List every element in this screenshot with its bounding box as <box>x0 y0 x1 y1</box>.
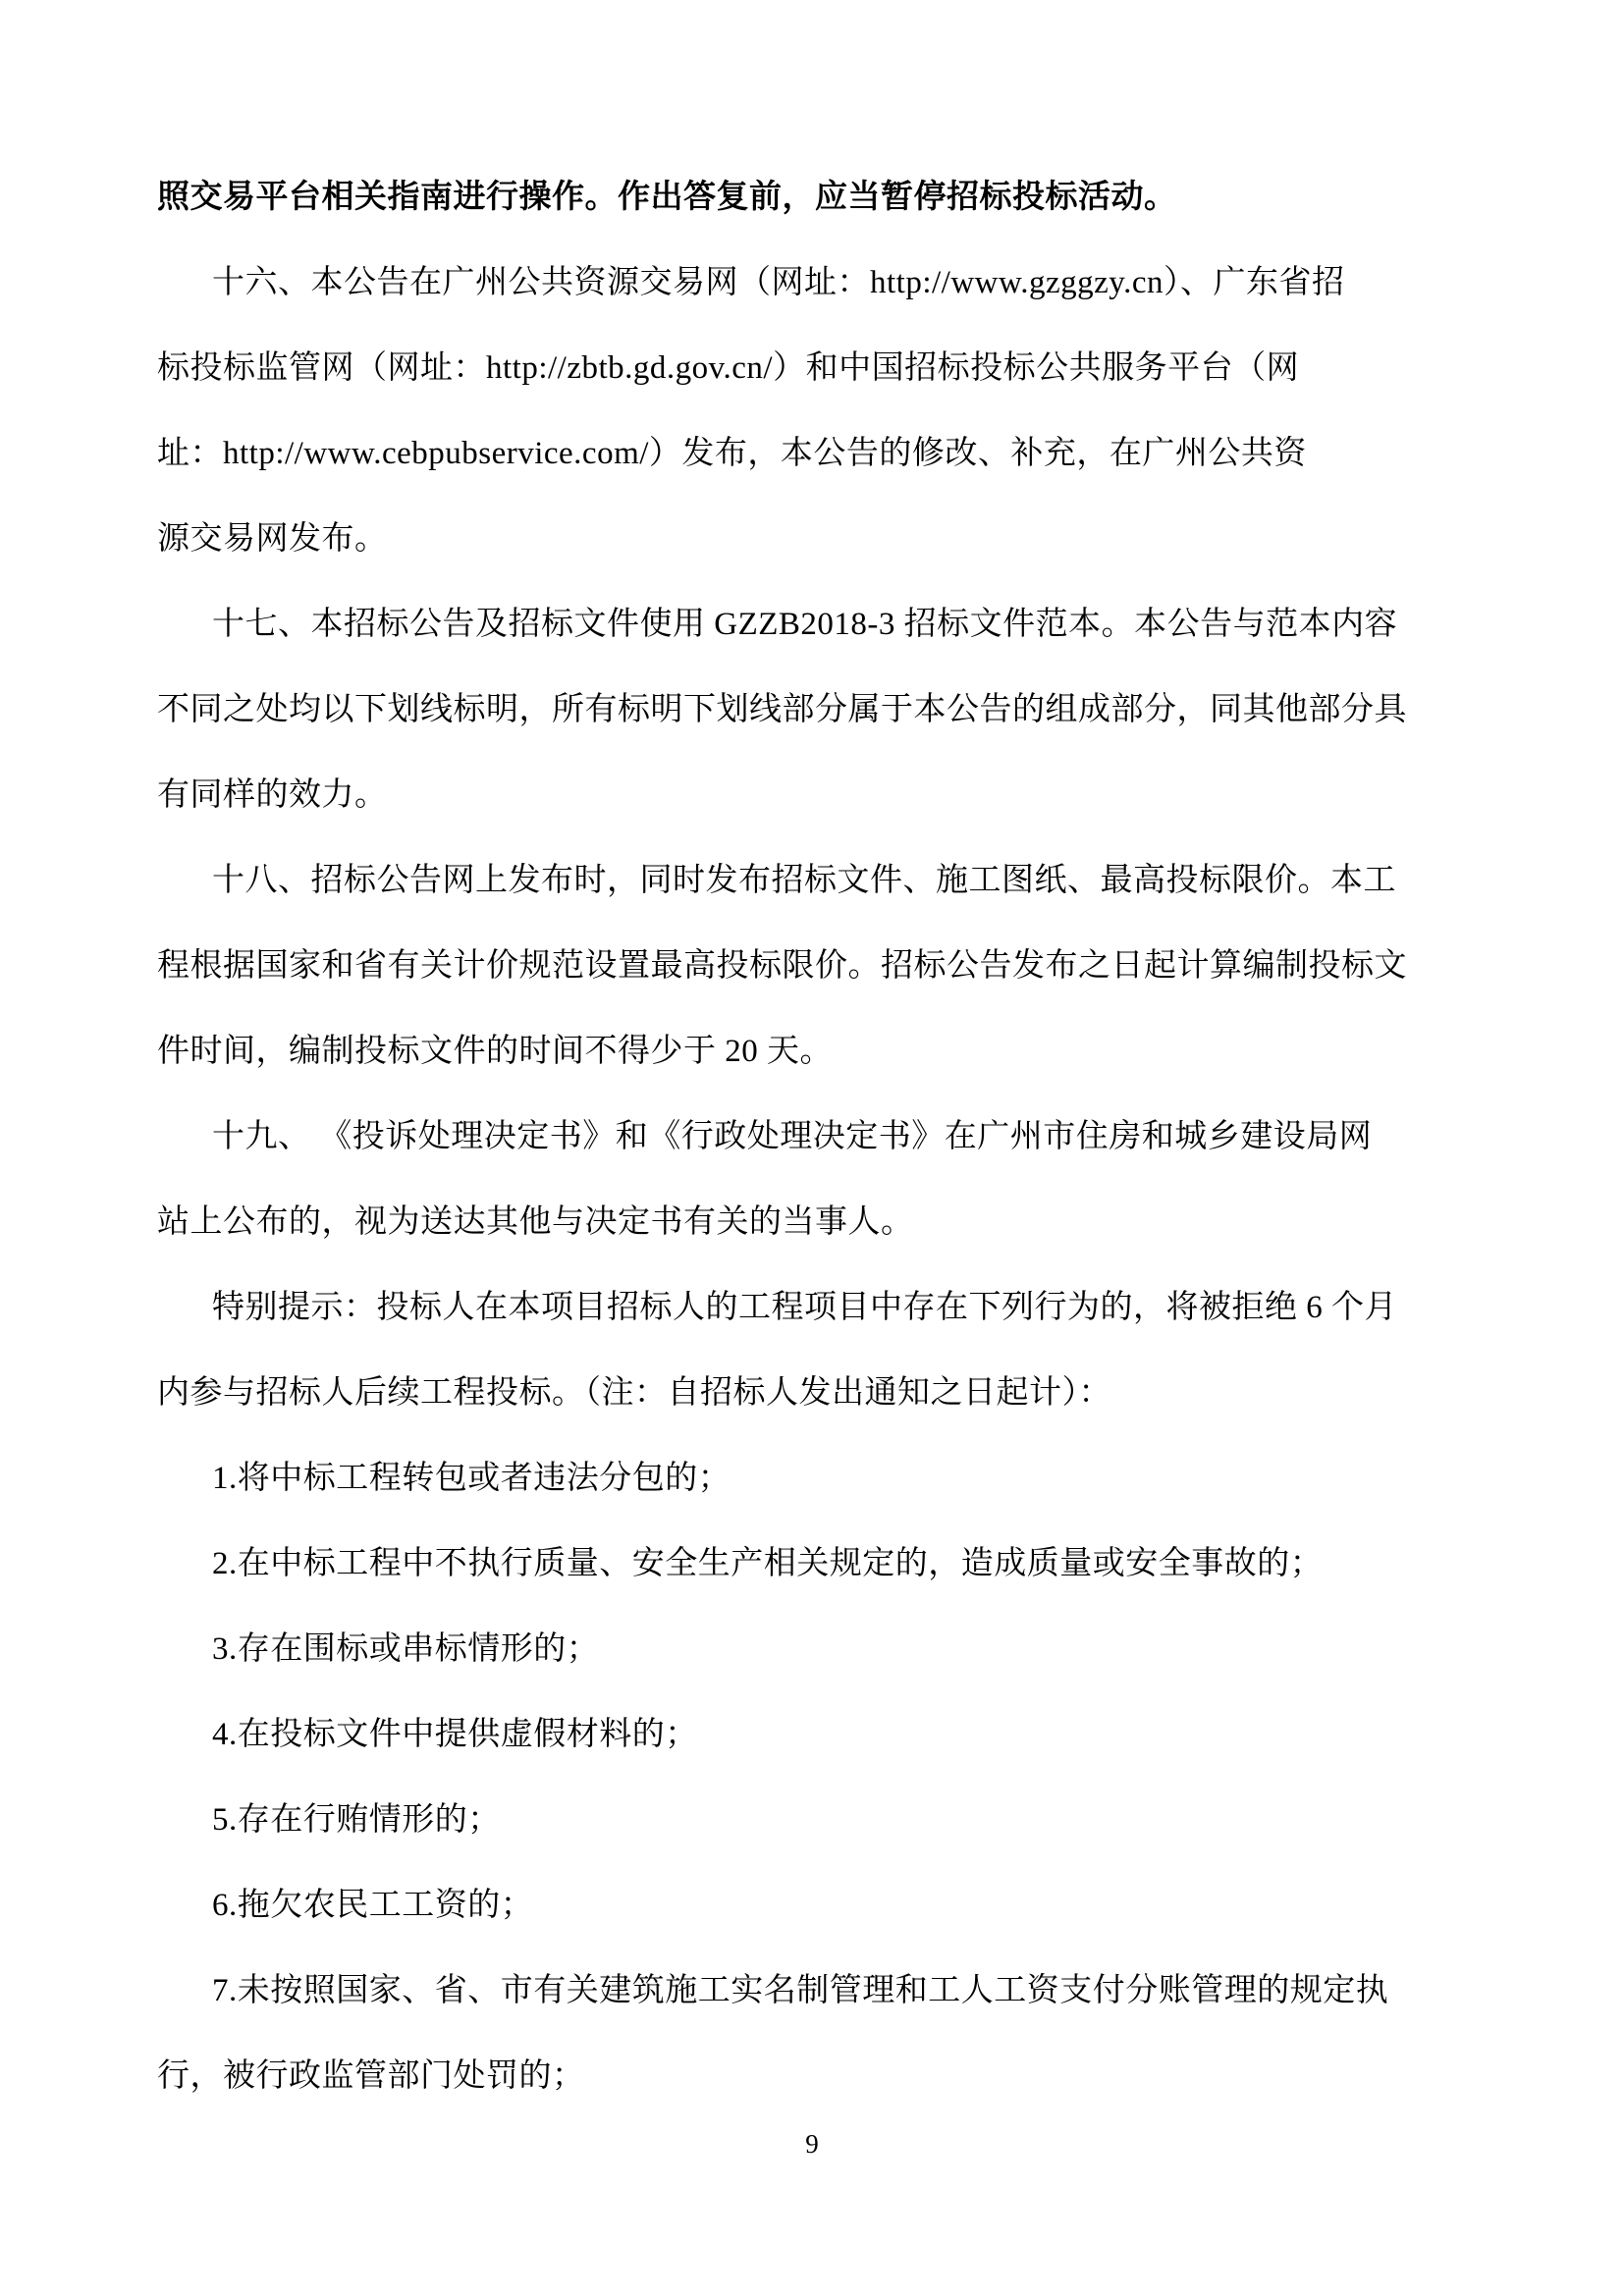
page-number: 9 <box>805 2129 819 2159</box>
text-line: 特别提示：投标人在本项目招标人的工程项目中存在下列行为的，将被拒绝 6 个月 <box>212 1290 1397 1325</box>
list-item-line: 2.在中标工程中不执行质量、安全生产相关规定的，造成质量或安全事故的； <box>212 1546 1324 1581</box>
list-item-line: 5.存在行贿情形的； <box>212 1802 501 1838</box>
text-line: 站上公布的，视为送达其他与决定书有关的当事人。 <box>157 1204 914 1240</box>
list-item-line: 1.将中标工程转包或者违法分包的； <box>212 1461 731 1496</box>
text-line: 照交易平台相关指南进行操作。作出答复前，应当暂停招标投标活动。 <box>157 180 1177 215</box>
text-line: 件时间，编制投标文件的时间不得少于 20 天。 <box>157 1034 833 1069</box>
list-item-line: 7.未按照国家、省、市有关建筑施工实名制管理和工人工资支付分账管理的规定执 <box>212 1973 1389 2008</box>
list-item-line: 4.在投标文件中提供虚假材料的； <box>212 1717 698 1752</box>
list-item-line: 6.拖欠农民工工资的； <box>212 1888 534 1923</box>
text-line: 十七、本招标公告及招标文件使用 GZZB2018-3 招标文件范本。本公告与范本内容 <box>212 607 1398 642</box>
document-body <box>157 155 1473 2119</box>
text-line: 十六、本公告在广州公共资源交易网（网址：http://www.gzggzy.cn）、广东省招 <box>212 265 1345 300</box>
text-line: 十八、招标公告网上发布时，同时发布招标文件、施工图纸、最高投标限价。本工 <box>212 863 1396 898</box>
text-line: 源交易网发布。 <box>157 521 388 557</box>
text-line: 有同样的效力。 <box>157 777 388 813</box>
list-item-line: 行，被行政监管部门处罚的； <box>157 2058 585 2094</box>
text-line: 标投标监管网（网址：http://zbtb.gd.gov.cn/）和中国招标投标公共服务平台（网 <box>157 350 1300 386</box>
text-line: 址：http://www.cebpubservice.com/）发布，本公告的修改、补充，在广州公共资 <box>157 436 1307 471</box>
list-item-line: 3.存在围标或串标情形的； <box>212 1631 600 1667</box>
text-line: 内参与招标人后续工程投标。（注：自招标人发出通知之日起计）： <box>157 1375 1111 1411</box>
text-line: 十九、 《投诉处理决定书》和《行政处理决定书》在广州市住房和城乡建设局网 <box>212 1119 1373 1154</box>
text-line: 程根据国家和省有关计价规范设置最高投标限价。招标公告发布之日起计算编制投标文 <box>157 948 1407 984</box>
text-line: 不同之处均以下划线标明，所有标明下划线部分属于本公告的组成部分，同其他部分具 <box>157 692 1407 727</box>
